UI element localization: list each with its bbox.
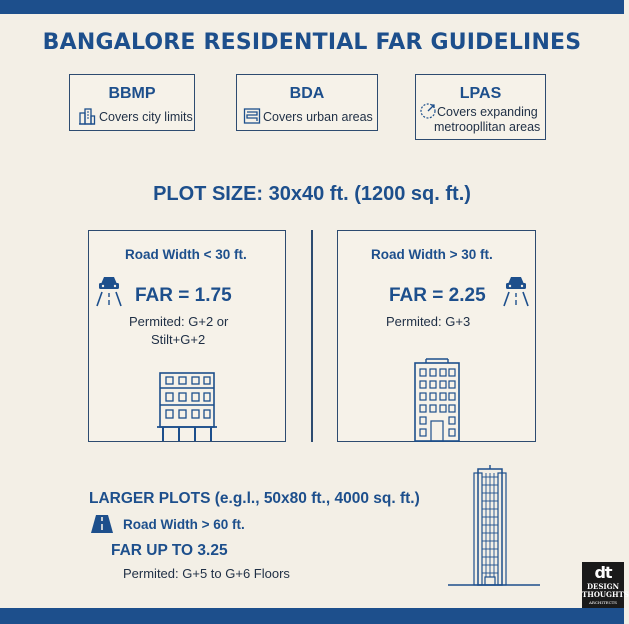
larger-plots-heading: LARGER PLOTS (e.g.l., 50x80 ft., 4000 sq. ft.) [89, 490, 420, 507]
urban-layout-icon [243, 107, 261, 125]
expand-circle-icon [419, 102, 437, 120]
far-panel-narrow-road [88, 230, 286, 442]
agency-description: Covers city limits [99, 110, 193, 124]
permitted-floors-line1: Permited: G+3 [386, 314, 471, 329]
mid-rise-building-icon [411, 357, 463, 443]
panel-divider [311, 230, 313, 442]
road-width-label: Road Width > 30 ft. [371, 247, 493, 262]
top-accent-bar [0, 0, 624, 14]
agency-name: LPAS [459, 85, 502, 102]
city-buildings-icon [78, 107, 96, 125]
design-thoughts-logo [582, 562, 629, 608]
agency-name: BDA [289, 85, 325, 102]
permitted-floors-line1: Permited: G+2 or [129, 314, 229, 329]
larger-road-width: Road Width > 60 ft. [123, 517, 245, 532]
plot-size-heading: PLOT SIZE: 30x40 ft. (1200 sq. ft.) [153, 183, 471, 205]
car-on-road-icon [502, 273, 530, 307]
road-icon [90, 514, 114, 534]
logo-line3: ARCHITECTS [588, 600, 618, 605]
far-value: FAR = 2.25 [389, 285, 486, 306]
agency-name: BBMP [108, 85, 156, 102]
agency-card-lpas [415, 74, 546, 140]
agency-card-bbmp [69, 74, 195, 131]
far-value: FAR = 1.75 [135, 285, 232, 306]
logo-line2: THOUGHTS [582, 590, 629, 599]
bottom-accent-bar [0, 608, 624, 624]
agency-description-line1: Covers expanding [437, 105, 538, 119]
high-rise-tower-icon [444, 463, 544, 591]
agency-description-line2: metroopllitan areas [434, 120, 541, 134]
larger-permitted-floors: Permited: G+5 to G+6 Floors [123, 566, 290, 581]
far-panel-wide-road [337, 230, 536, 442]
larger-far-value: FAR UP TO 3.25 [111, 542, 228, 559]
logo-line1: DESIGN [586, 582, 620, 591]
car-on-road-icon [95, 273, 123, 307]
road-width-label: Road Width < 30 ft. [125, 247, 247, 262]
permitted-floors-line2: Stilt+G+2 [151, 332, 206, 347]
page-title: BANGALORE RESIDENTIAL FAR GUIDELINES [42, 30, 582, 55]
logo-mark: dt [594, 563, 612, 582]
agency-card-bda [236, 74, 378, 131]
low-rise-building-icon [157, 369, 217, 441]
agency-description: Covers urban areas [263, 110, 373, 124]
